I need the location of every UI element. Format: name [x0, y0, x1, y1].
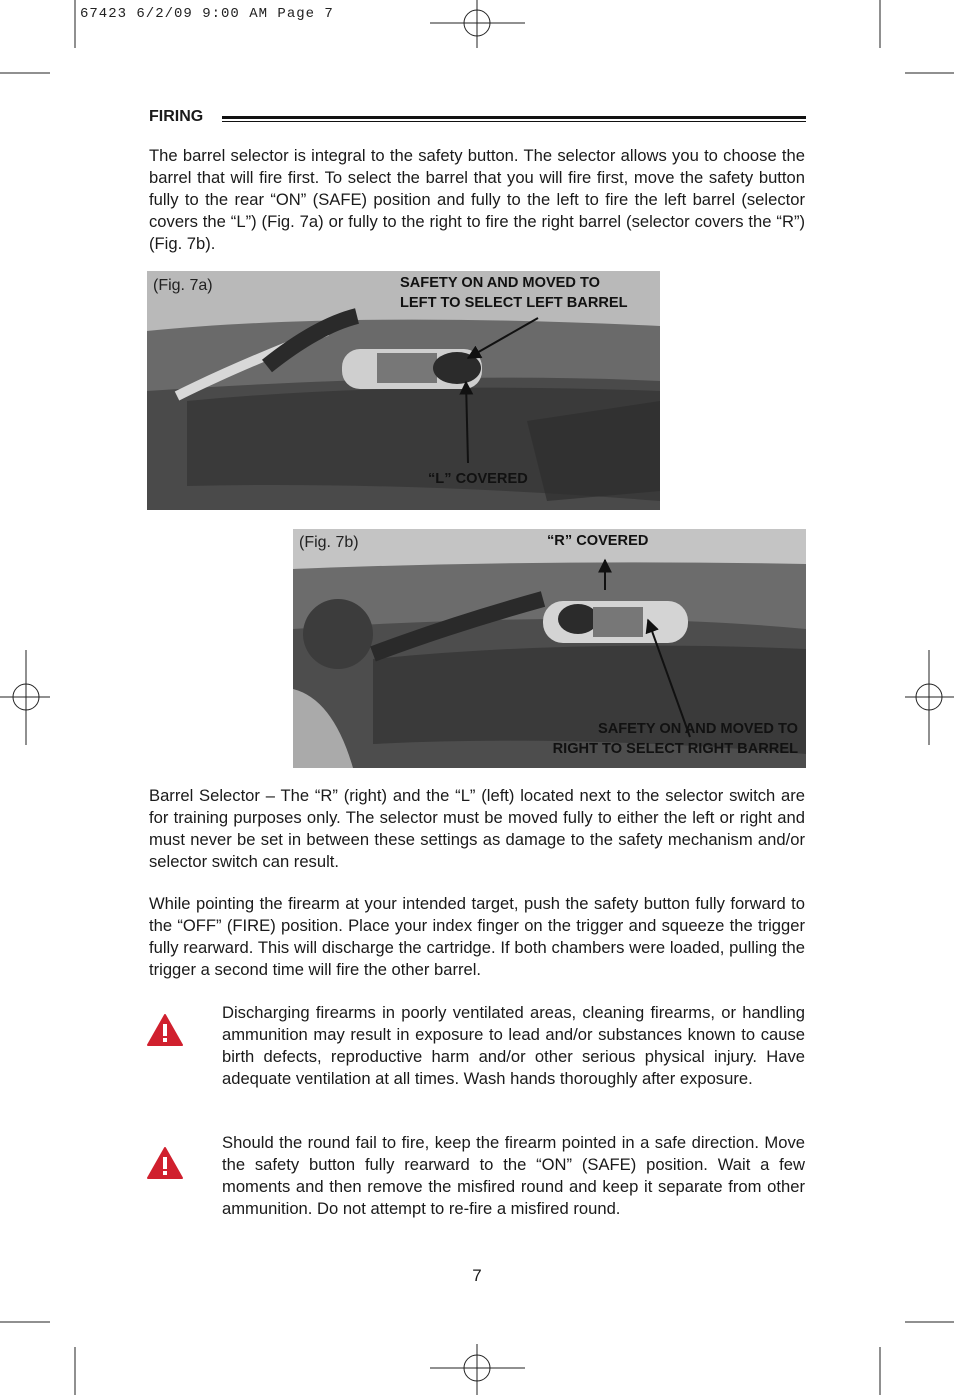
arrow-7b-bottom [648, 620, 690, 737]
warning-triangle-icon [146, 1013, 184, 1047]
figure-7a-label: (Fig. 7a) [153, 277, 213, 294]
barrel-selector-paragraph: Barrel Selector – The “R” (right) and the “L” (left) located next to the selector switch are for training purposes only. The selector must be moved fully to either the left or right and must never be set in between these settings as damage to the safety mechanism and/or selector switch can result. [149, 786, 805, 871]
lead-exposure-warning: Discharging firearms in poorly ventilated areas, cleaning firearms, or handling ammunition may result in exposure to lead and/or substances known to cause birth defects, reproductive harm and/or other serious physical injury. Have adequate ventilation at all times. Wash hands thoroughly after exposure. [222, 1003, 805, 1088]
firing-instructions-paragraph: While pointing the firearm at your intended target, push the safety button fully forward to the “OFF” (FIRE) position. Place your index finger on the trigger and squeeze the trigger fully rearward. This will discharge the cartridge. If both chambers were loaded, pulling the trigger a second time will fire the other barrel. [149, 894, 805, 979]
print-slug: 67423 6/2/09 9:00 AM Page 7 [80, 6, 334, 22]
callout-line: SAFETY ON AND MOVED TO [597, 721, 798, 737]
callout-line: LEFT TO SELECT LEFT BARREL [400, 295, 628, 311]
warning-triangle-icon [146, 1146, 184, 1180]
intro-paragraph: The barrel selector is integral to the safety button. The selector allows you to choose the barrel that will fire first. To select the barrel that you will fire first, move the safety button fully to the rear “ON” (SAFE) position and fully to the left to fire the left barrel (selector covers the “L”) (Fig. 7a) or fully to the right to fire the right barrel (selector covers the “R”) (Fig. 7b). [149, 146, 805, 253]
figure-7a-callout-bottom: “L” COVERED [428, 471, 528, 487]
misfire-warning: Should the round fail to fire, keep the firearm pointed in a safe direction. Move the safety button fully rearward to the “ON” (SAFE) position. Wait a few moments and then remove the misfired round and keep it separate from other ammunition. Do not attempt to re-fire a misfired round. [222, 1133, 805, 1218]
callout-line: SAFETY ON AND MOVED TO [400, 275, 601, 291]
callout-line: RIGHT TO SELECT RIGHT BARREL [552, 741, 798, 757]
figure-7b-label: (Fig. 7b) [299, 534, 359, 551]
page-number: 7 [472, 1266, 482, 1285]
figure-7b-callout-top: “R” COVERED [547, 533, 649, 549]
section-title: FIRING [149, 108, 204, 125]
arrow-7a-bottom [466, 382, 468, 463]
arrow-7a-top [468, 318, 538, 358]
